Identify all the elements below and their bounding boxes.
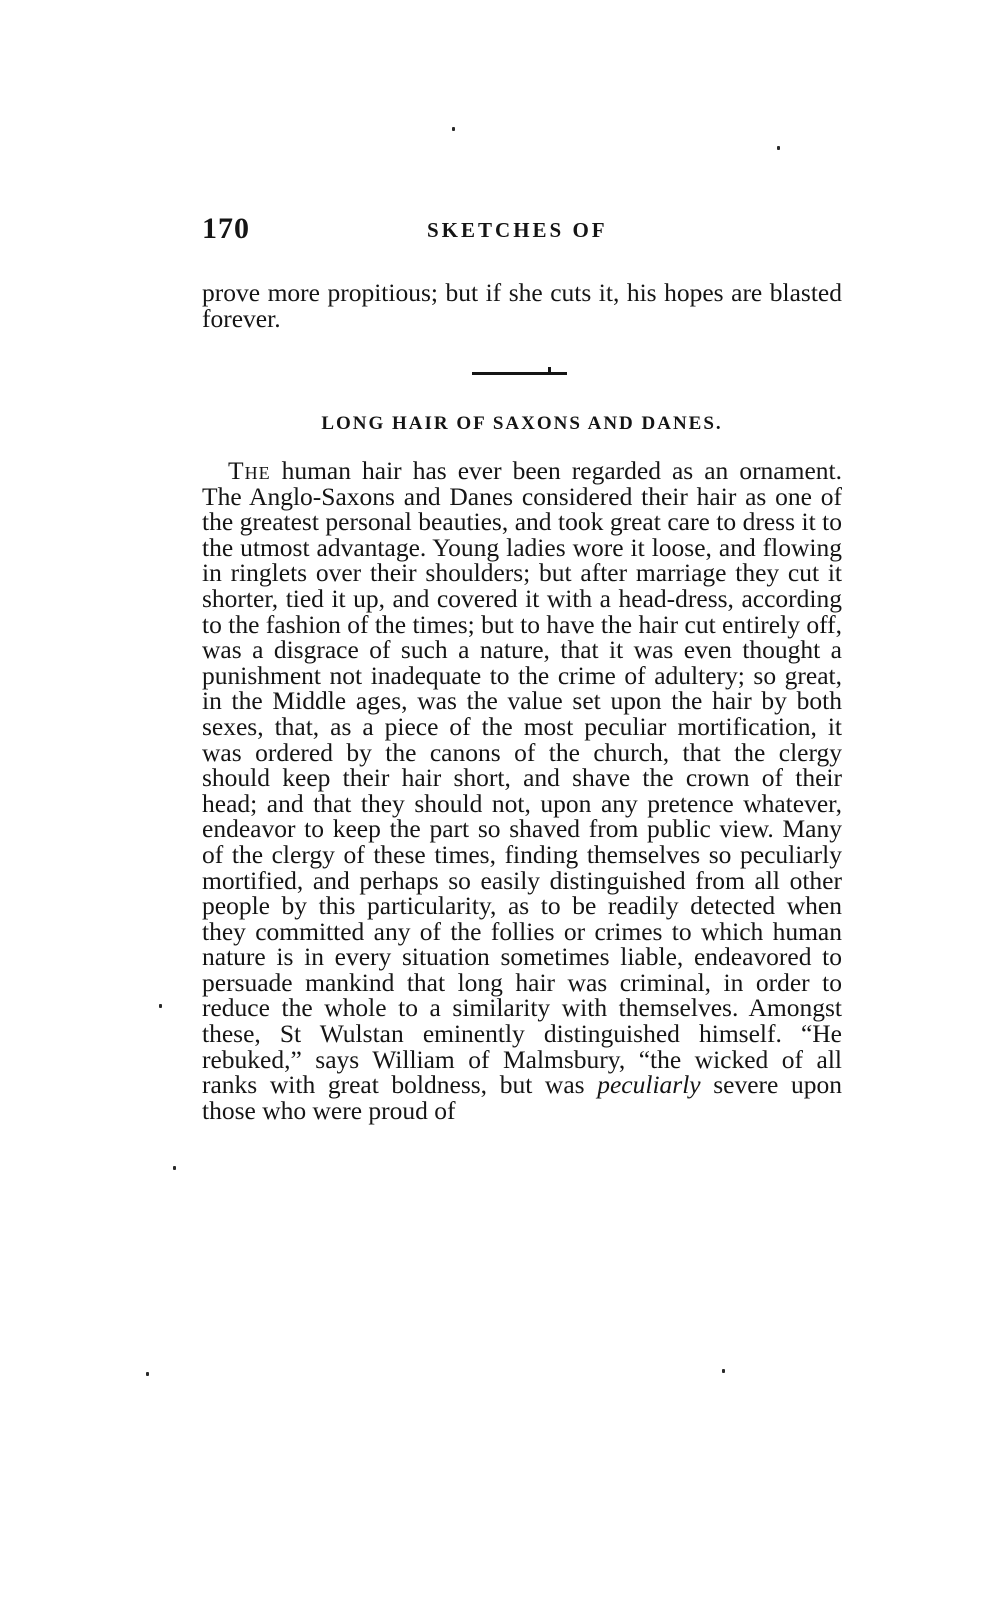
- ink-speck: [722, 1369, 725, 1373]
- emphasized-word: peculiarly: [597, 1070, 701, 1100]
- section-divider-knot: [548, 367, 551, 374]
- body-text-start: human hair has ever been regarded as an ornament. The Anglo-Saxons and Danes considered their hair as one of the greatest personal beauties, and took great care to dress it to the utmost advantage. Young ladies wore it loose, and flowing in ringlets over their shoulders; but after marriage they cut it shorter, tied it up, and covered it with a head-dress, according to the fashion of the times; but to have the hair cut entirely off, was a disgrace of such a nature, that it was even thought a punishment not inadequate to the crime of adultery; so great, in the Middle ages, was the value set upon the hair by both sexes, that, as a piece of the most peculiar mortification, it was ordered by the canons of the church, that the clergy should keep their hair short, and shave the crown of their head; and that they should not, upon any pretence whatever, endeavor to keep the part so shaved from public view. Many of the clergy of these times, finding themselves so peculiarly mortified, and perhaps so easily distinguished from all other people by this particularity, as to be readily detected when they committed any of the follies or crimes to which human nature is in every situation sometimes liable, endeavored to persuade mankind that long hair was criminal, in order to reduce the whole to a similarity with themselves. Amongst these, St Wulstan eminently distinguished himself. “He rebuked,” says William of Malmsbury, “the wicked of all ranks with great boldness, but was: [202, 456, 842, 1100]
- body-paragraph: [202, 458, 842, 1123]
- page-number: 170: [202, 212, 250, 245]
- section-divider: [472, 372, 567, 375]
- lead-word: The: [228, 456, 271, 485]
- running-head: [202, 212, 842, 252]
- body-text-end: severe upon those who were proud of: [202, 1070, 842, 1125]
- ink-speck: [452, 127, 455, 131]
- section-heading: LONG HAIR OF SAXONS AND DANES.: [321, 413, 723, 434]
- ink-speck: [146, 1372, 149, 1376]
- ink-speck: [777, 146, 780, 150]
- running-title: SKETCHES OF: [427, 218, 608, 242]
- ink-speck: [159, 1004, 162, 1008]
- continuation-paragraph: prove more propitious; but if she cuts it, his hopes are blasted forever.: [202, 278, 842, 333]
- ink-speck: [173, 1166, 176, 1170]
